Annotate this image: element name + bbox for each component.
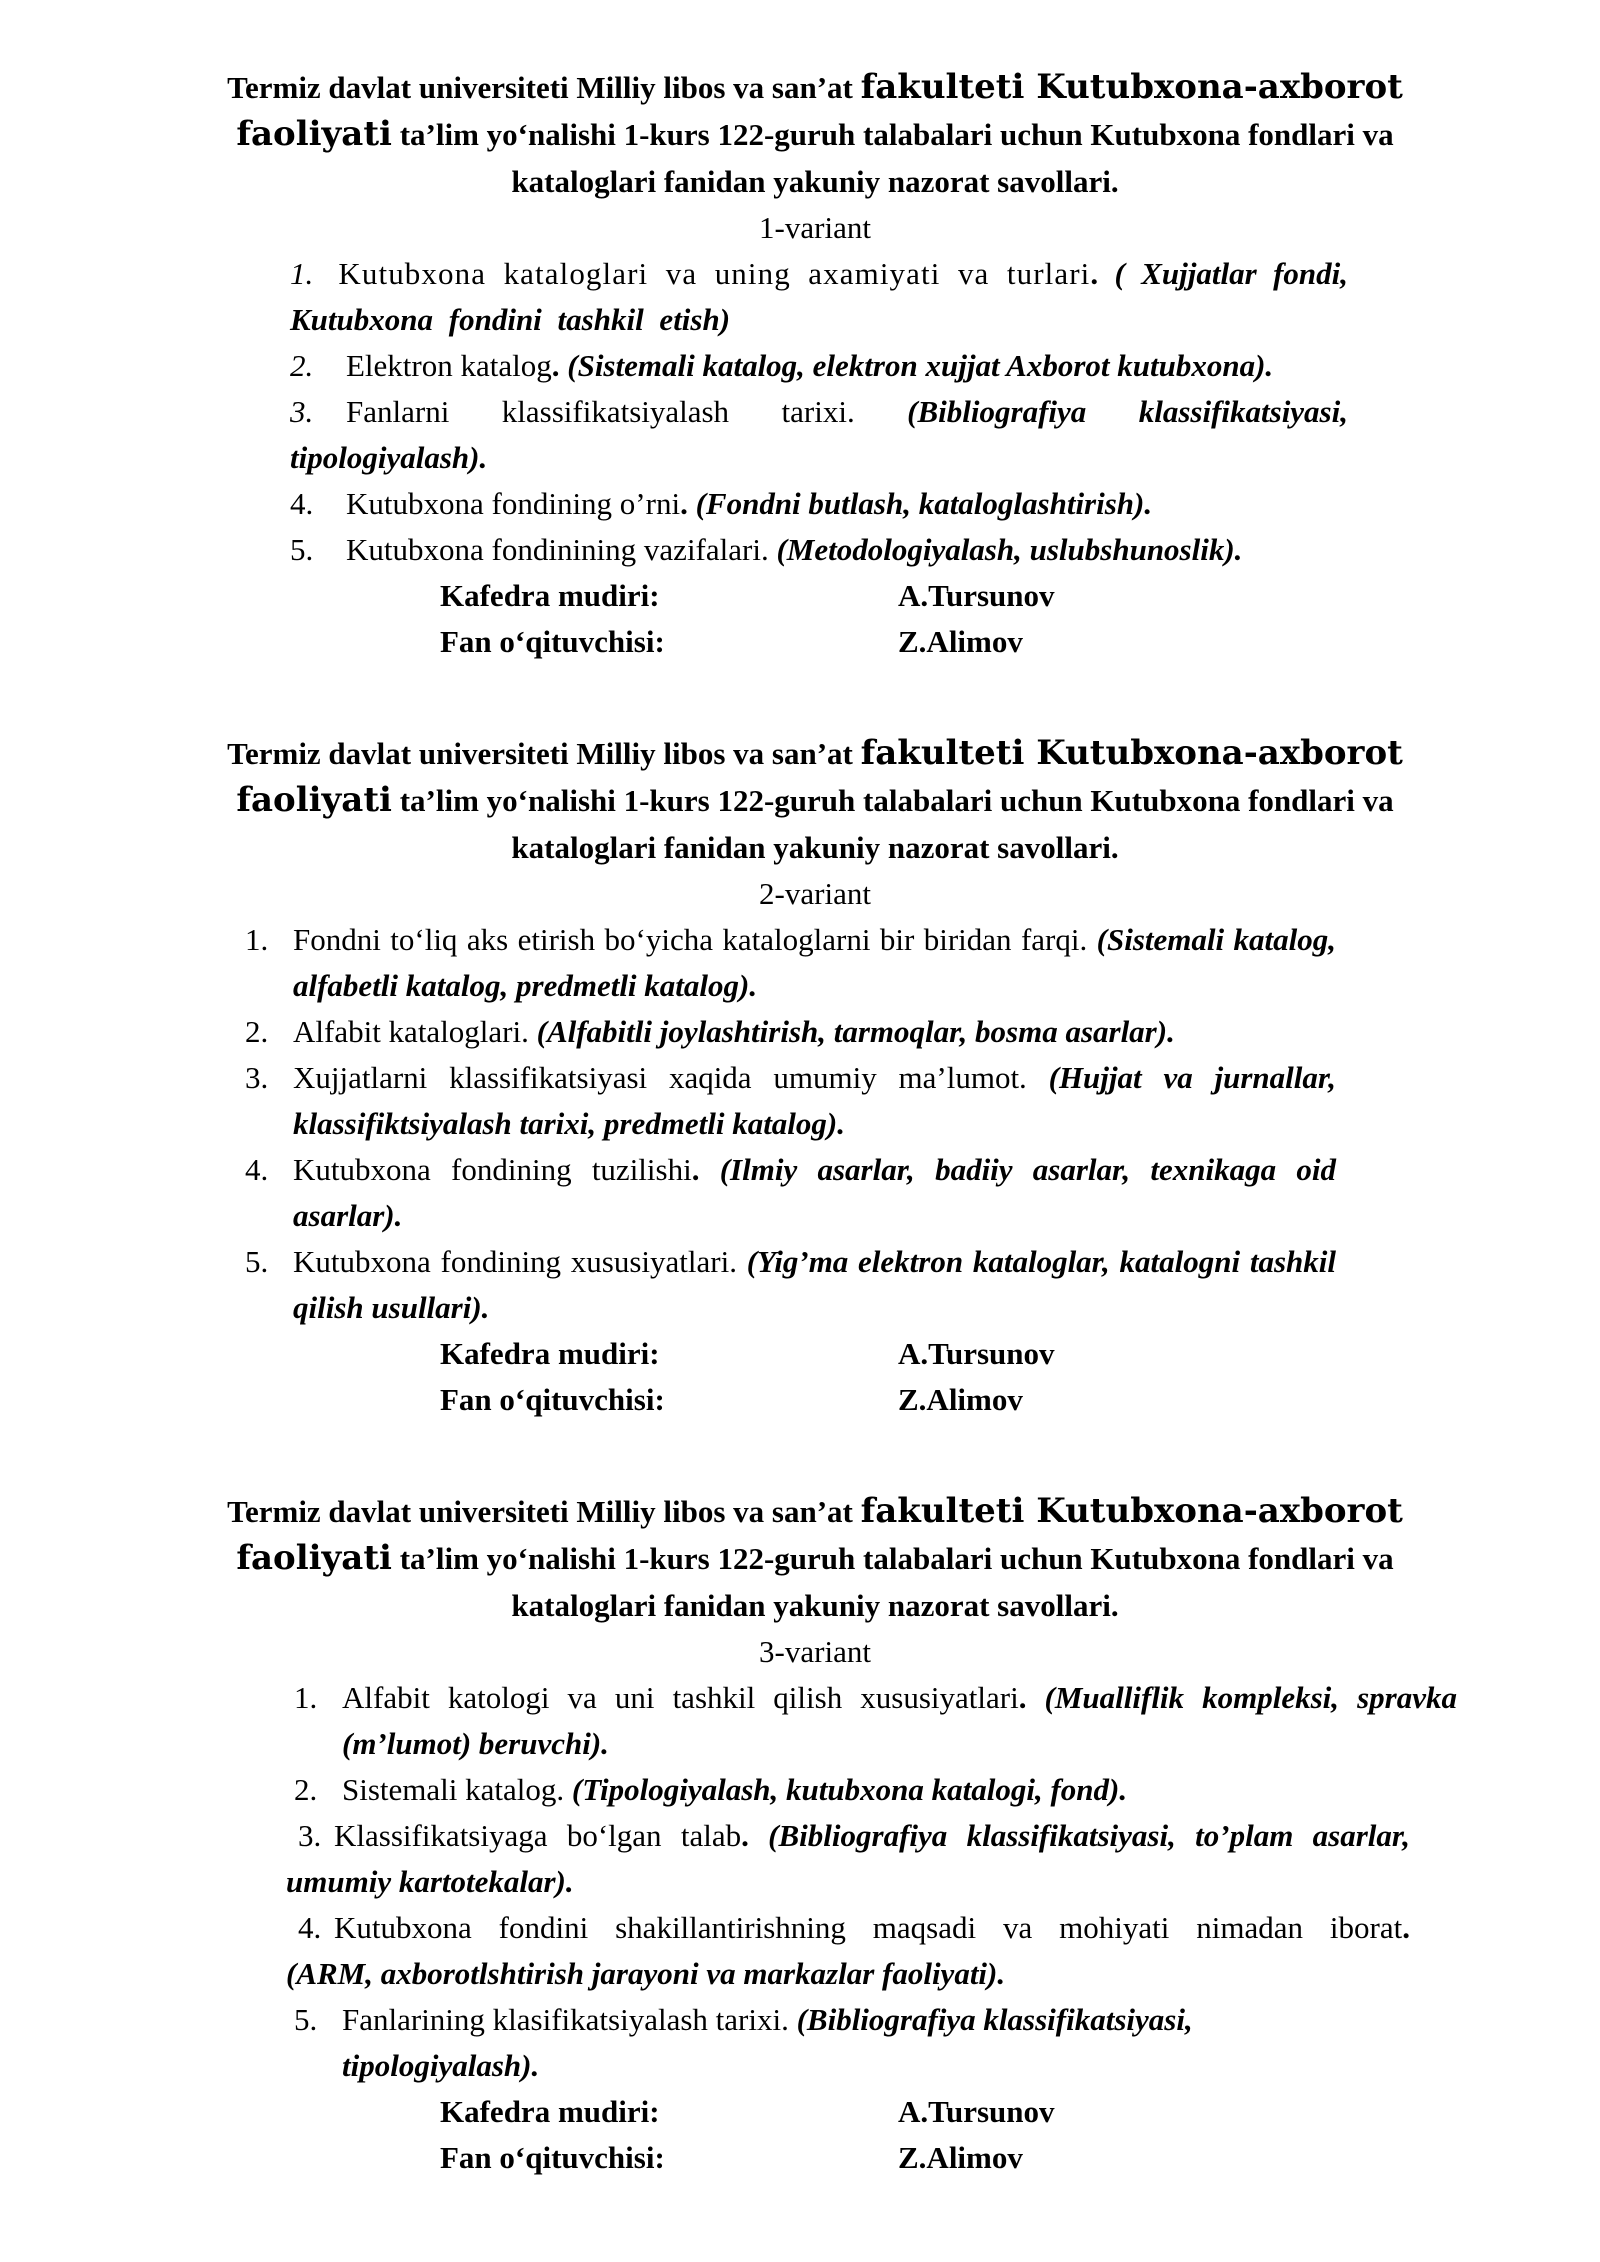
question-text: Xujjatlarni klassifikatsiyasi xaqida umumiy ma’lumot. [293,1060,1027,1095]
title-line2-part: ta’lim yo‘nalishi 1-kurs 122-guruh talabalari uchun Kutubxona fondlari va [391,783,1394,818]
signature-head [170,573,1460,619]
question-hint: (Hujjat va jurnallar, klassifiktsiyalash tarixi, predmetli katalog). [293,1060,1336,1141]
variant-label: 3-variant [759,1634,871,1669]
question-sep: . [680,486,688,521]
question-number: 5. [294,2002,318,2037]
question-sep: . [1402,1910,1410,1945]
title-line1-part: Termiz davlat universiteti Milliy libos va san’at [227,1494,861,1529]
question-number: 5. [290,532,314,567]
question-text: Sistemali katalog. [342,1772,565,1807]
question-number: 5. [245,1244,269,1279]
question-list [170,1675,1460,2089]
signature-teacher [170,2135,1460,2181]
question-hint: (Bibliografiya klassifikatsiyasi, tipologiyalash). [342,2002,1193,2083]
question-text: Kutubxona fondining o’rni [346,486,681,521]
question-text: Kutubxona fondining xususiyatlari. [293,1244,737,1279]
signature-teacher [170,619,1460,665]
title-line1-part: Termiz davlat universiteti Milliy libos va san’at [227,736,861,771]
question-list [170,917,1460,1331]
question-item [290,481,1348,527]
signature-role: Fan o‘qituvchisi: [440,1382,665,1417]
exam-title [170,730,1460,871]
signature-head [170,1331,1460,1377]
question-number: 1. [245,922,269,957]
signature-name: Z.Alimov [898,2140,1023,2175]
question-text: Kutubxona fondini shakillantirishning maqsadi va mohiyati nimadan iborat [334,1910,1403,1945]
question-item [245,1055,1336,1147]
question-text: Fanlarining klasifikatsiyalash tarixi. [342,2002,789,2037]
title-line3: kataloglari fanidan yakuniy nazorat savollari. [511,164,1119,199]
question-text: Kutubxona kataloglari va uning axamiyati va turlari [338,256,1091,291]
question-hint: (ARM, axborotlshtirish jarayoni va markazlar faoliyati). [286,1956,1006,1991]
title-line3: kataloglari fanidan yakuniy nazorat savollari. [511,1588,1119,1623]
variant-block-1 [170,64,1460,665]
question-number: 2. [245,1014,269,1049]
question-hint: (Ilmiy asarlar, badiiy asarlar, texnikaga oid asarlar). [293,1152,1337,1233]
question-text: Kutubxona fondining tuzilishi [293,1152,692,1187]
question-text: Elektron katalog [346,348,552,383]
question-item [286,1905,1410,1997]
question-text: Fanlarni klassifikatsiyalash tarixi. [346,394,855,429]
signature-name: A.Tursunov [898,2094,1055,2129]
title-line2-part: ta’lim yo‘nalishi 1-kurs 122-guruh talabalari uchun Kutubxona fondlari va [391,1541,1394,1576]
variant-label: 1-variant [759,210,871,245]
question-text: Kutubxona fondinining vazifalari. [346,532,769,567]
signature-role: Kafedra mudiri: [440,578,660,613]
question-hint: (Yig’ma elektron kataloglar, katalogni tashkil qilish usullari). [293,1244,1336,1325]
question-text: Alfabit kataloglari. [293,1014,529,1049]
question-number: 2. [290,348,314,383]
question-hint: ( Xujjatlar fondi, Kutubxona fondini tashkil etish) [290,256,1349,337]
question-number: 2. [294,1772,318,1807]
signature-role: Kafedra mudiri: [440,2094,660,2129]
title-line2-faculty: faoliyati [236,114,392,154]
question-hint: (Bibliografiya klassifikatsiyasi, to’plam asarlar, umumiy kartotekalar). [286,1818,1410,1899]
question-text: Fondni to‘liq aks etirish bo‘yicha kataloglarni bir biridan farqi. [293,922,1088,957]
question-number: 3. [290,394,314,429]
signature-role: Fan o‘qituvchisi: [440,2140,665,2175]
question-hint: (Metodologiyalash, uslubshunoslik). [768,532,1243,567]
signature-role: Kafedra mudiri: [440,1336,660,1371]
question-number: 3. [245,1060,269,1095]
title-line1-faculty: fakulteti Kutubxona-axborot [860,1491,1403,1531]
question-item [294,1767,1457,1813]
question-text: Klassifikatsiyaga bo‘lgan talab [334,1818,742,1853]
signature-name: Z.Alimov [898,1382,1023,1417]
question-number: 1. [290,256,314,291]
exam-title [170,1488,1460,1629]
question-item [286,1813,1410,1905]
signature-name: A.Tursunov [898,1336,1055,1371]
title-line2-part: ta’lim yo‘nalishi 1-kurs 122-guruh talabalari uchun Kutubxona fondlari va [391,117,1394,152]
exam-title [170,64,1460,205]
question-hint: (Alfabitli joylashtirish, tarmoqlar, bosma asarlar). [528,1014,1175,1049]
question-number: 4. [245,1152,269,1187]
question-hint: (Sistemali katalog, alfabetli katalog, predmetli katalog). [293,922,1336,1003]
variant-block-2 [170,730,1460,1423]
variant-block-3 [170,1488,1460,2181]
question-item [245,1239,1336,1331]
question-item [294,1997,1457,2089]
question-hint: (Sistemali katalog, elektron xujjat Axborot kutubxona). [559,348,1274,383]
question-list [170,251,1460,573]
question-item [290,527,1348,573]
question-item [245,917,1336,1009]
title-line1-part: Termiz davlat universiteti Milliy libos va san’at [227,70,861,105]
question-hint: (Tipologiyalash, kutubxona katalogi, fond). [564,1772,1128,1807]
title-line2-faculty: faoliyati [236,780,392,820]
signature-name: Z.Alimov [898,624,1023,659]
question-item [290,251,1348,343]
signature-teacher [170,1377,1460,1423]
signature-name: A.Tursunov [898,578,1055,613]
question-number: 1. [294,1680,318,1715]
title-line1-faculty: fakulteti Kutubxona-axborot [860,733,1403,773]
question-sep: . [691,1152,700,1187]
signature-role: Fan o‘qituvchisi: [440,624,665,659]
question-number: 3. [298,1818,322,1853]
question-sep: . [1018,1680,1027,1715]
question-sep: . [1090,256,1099,291]
question-item [290,343,1348,389]
question-item [290,389,1348,481]
title-line3: kataloglari fanidan yakuniy nazorat savollari. [511,830,1119,865]
question-text: Alfabit katologi va uni tashkil qilish xususiyatlari [342,1680,1019,1715]
question-item [245,1009,1336,1055]
question-sep: . [551,348,560,383]
question-item [294,1675,1457,1767]
question-item [245,1147,1336,1239]
question-hint: (Mualliflik kompleksi, spravka (m’lumot) beruvchi). [342,1680,1457,1761]
question-hint: (Bibliografiya klassifikatsiyasi, tipologiyalash). [290,394,1348,475]
signature-head [170,2089,1460,2135]
title-line1-faculty: fakulteti Kutubxona-axborot [860,67,1403,107]
title-line2-faculty: faoliyati [236,1538,392,1578]
question-number: 4. [298,1910,322,1945]
question-number: 4. [290,486,314,521]
variant-label: 2-variant [759,876,871,911]
question-sep: . [741,1818,749,1853]
question-hint: (Fondni butlash, kataloglashtirish). [687,486,1153,521]
